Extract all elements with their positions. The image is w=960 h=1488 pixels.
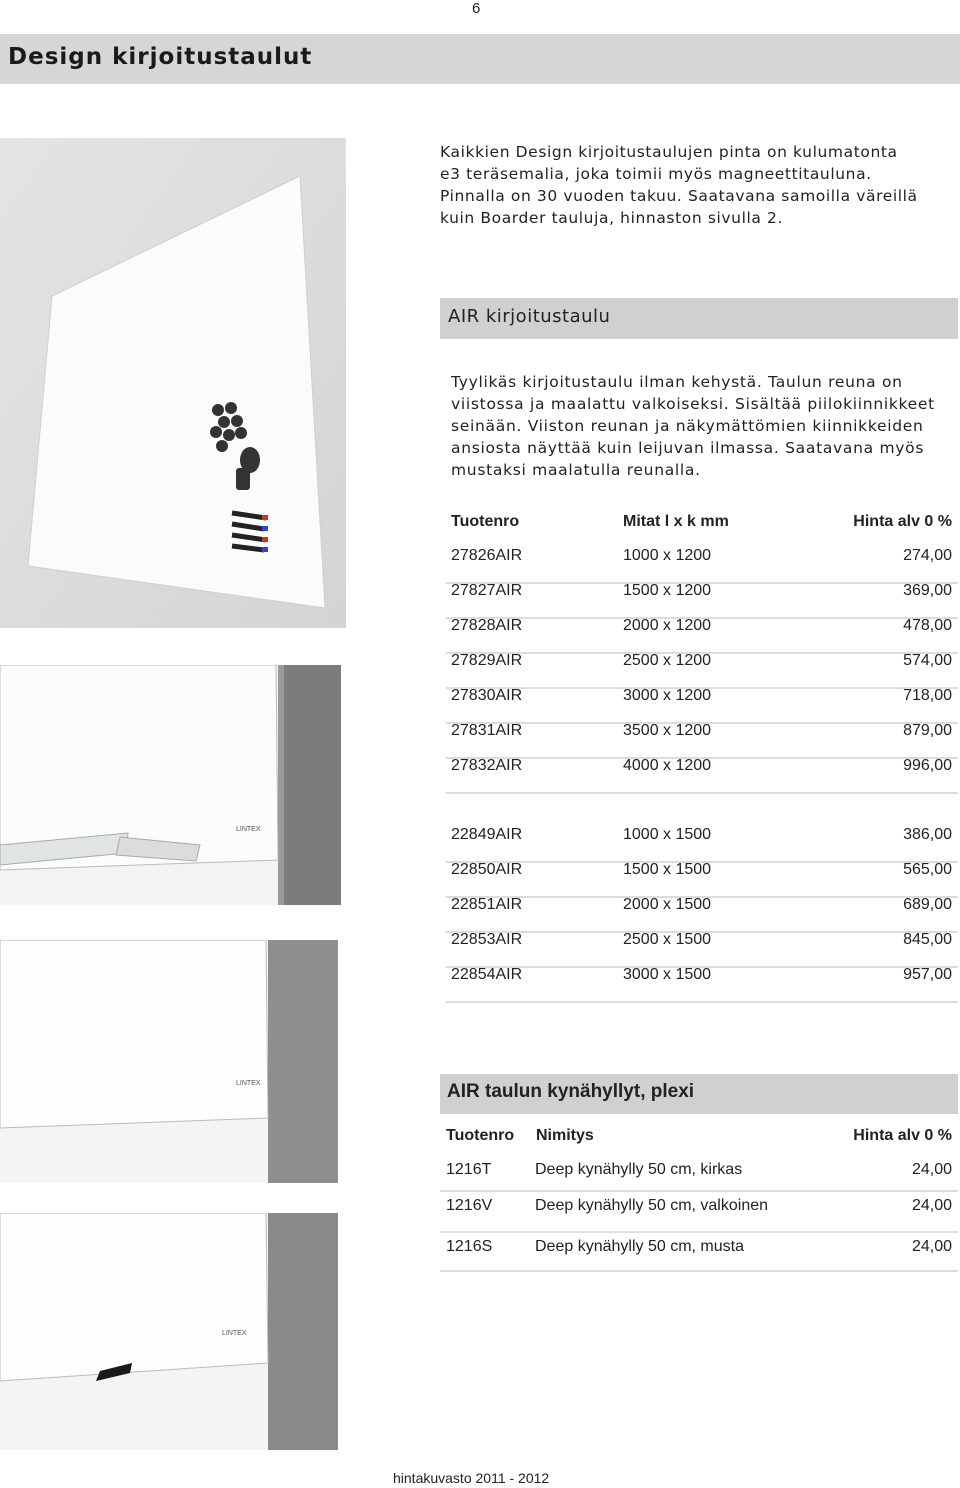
desc-line: ansiosta näyttää kuin leijuvan ilmassa. Saatavana myös <box>451 439 925 457</box>
product-number-cell: 1216S <box>446 1238 493 1255</box>
price-cell: 879,00 <box>903 722 952 739</box>
desc-line: seinään. Viiston reunan ja näkymättömien kiinnikkeiden <box>451 417 924 435</box>
board-edge-photo-white <box>0 940 338 1183</box>
desc-line: Tyylikäs kirjoitustaulu ilman kehystä. Taulun reuna on <box>451 373 903 391</box>
dimensions-cell: 3000 x 1500 <box>623 966 712 983</box>
dimensions-cell: 3500 x 1200 <box>623 722 712 739</box>
product-number-cell: 1216T <box>446 1161 492 1178</box>
price-cell: 24,00 <box>911 1197 952 1214</box>
dimensions-cell: 2000 x 1200 <box>623 617 712 634</box>
price-cell: 24,00 <box>911 1161 952 1178</box>
desc-line: viistossa ja maalattu valkoiseksi. Sisältää piilokiinnikkeet <box>451 395 935 413</box>
product-number-cell: 22854AIR <box>451 966 523 983</box>
page-title: Design kirjoitustaulut <box>8 44 313 70</box>
accessories-table <box>440 1127 958 1272</box>
table-row <box>446 547 958 584</box>
dimensions-cell: 2500 x 1200 <box>623 652 712 669</box>
table-header <box>446 513 958 537</box>
price-cell: 574,00 <box>903 652 952 669</box>
product-number-cell: 27828AIR <box>451 617 523 634</box>
table-header <box>440 1127 958 1151</box>
table-row <box>446 826 958 863</box>
product-number-cell: 22849AIR <box>451 826 523 843</box>
dimensions-cell: 1500 x 1500 <box>623 861 712 878</box>
header-name: Nimitys <box>536 1127 594 1144</box>
price-cell: 274,00 <box>903 547 952 564</box>
whiteboard-photo <box>0 138 346 628</box>
intro-line: Kaikkien Design kirjoitustaulujen pinta on kulumatonta <box>440 143 898 161</box>
intro-line: kuin Boarder tauluja, hinnaston sivulla 2. <box>440 209 784 227</box>
product-number-cell: 22851AIR <box>451 896 523 913</box>
price-cell: 845,00 <box>903 931 952 948</box>
logo-text: LINTEX <box>236 826 261 833</box>
logo-text: LINTEX <box>236 1080 261 1087</box>
footer-text: hintakuvasto 2011 - 2012 <box>393 1470 550 1486</box>
product-number-cell: 27827AIR <box>451 582 523 599</box>
table-row <box>440 1238 958 1272</box>
table-row <box>446 861 958 898</box>
table-row <box>446 687 958 724</box>
intro-line: e3 teräsemalia, joka toimii myös magneettitauluna. <box>440 165 872 183</box>
dimensions-cell: 1000 x 1200 <box>623 547 712 564</box>
table-row <box>446 896 958 933</box>
table-row <box>446 966 958 1003</box>
header-price: Hinta alv 0 % <box>853 513 952 530</box>
table-row <box>446 757 958 794</box>
product-number-cell: 22853AIR <box>451 931 523 948</box>
product-number-cell: 27830AIR <box>451 687 523 704</box>
name-cell: Deep kynähylly 50 cm, musta <box>535 1238 744 1255</box>
header-price: Hinta alv 0 % <box>853 1127 952 1144</box>
price-cell: 957,00 <box>903 966 952 983</box>
table-row <box>446 652 958 689</box>
product-number-cell: 27832AIR <box>451 757 523 774</box>
table-row <box>440 1197 958 1233</box>
table-row <box>446 617 958 654</box>
price-cell: 689,00 <box>903 896 952 913</box>
table-row <box>446 582 958 619</box>
whiteboard-illustration <box>0 138 346 628</box>
air-price-table <box>446 513 958 1013</box>
table-row <box>446 931 958 968</box>
product-number-cell: 1216V <box>446 1197 493 1214</box>
intro-text <box>440 141 940 229</box>
price-cell: 369,00 <box>903 582 952 599</box>
table-row <box>446 722 958 759</box>
board-edge-photo-black <box>0 1213 338 1450</box>
board-edge-illustration <box>0 665 341 905</box>
header-product-number: Tuotenro <box>451 513 520 530</box>
board-edge-illustration <box>0 1213 338 1450</box>
board-edge-illustration <box>0 940 338 1183</box>
dimensions-cell: 1000 x 1500 <box>623 826 712 843</box>
dimensions-cell: 3000 x 1200 <box>623 687 712 704</box>
name-cell: Deep kynähylly 50 cm, kirkas <box>535 1161 743 1178</box>
header-product-number: Tuotenro <box>446 1127 515 1144</box>
price-cell: 478,00 <box>903 617 952 634</box>
page-number: 6 <box>472 0 481 17</box>
price-cell: 996,00 <box>903 757 952 774</box>
board-edge-photo-clear <box>0 665 341 905</box>
price-cell: 386,00 <box>903 826 952 843</box>
air-heading: AIR kirjoitustaulu <box>448 306 611 327</box>
price-cell: 565,00 <box>903 861 952 878</box>
product-number-cell: 27829AIR <box>451 652 523 669</box>
price-cell: 24,00 <box>911 1238 952 1255</box>
air-description <box>451 371 951 481</box>
dimensions-cell: 4000 x 1200 <box>623 757 712 774</box>
dimensions-cell: 1500 x 1200 <box>623 582 712 599</box>
dimensions-cell: 2500 x 1500 <box>623 931 712 948</box>
price-cell: 718,00 <box>903 687 952 704</box>
table-row <box>440 1161 958 1192</box>
dimensions-cell: 2000 x 1500 <box>623 896 712 913</box>
product-number-cell: 27826AIR <box>451 547 523 564</box>
header-dimensions: Mitat l x k mm <box>623 513 729 530</box>
product-number-cell: 22850AIR <box>451 861 523 878</box>
product-number-cell: 27831AIR <box>451 722 523 739</box>
logo-text: LINTEX <box>222 1330 247 1337</box>
name-cell: Deep kynähylly 50 cm, valkoinen <box>535 1197 769 1214</box>
intro-line: Pinnalla on 30 vuoden takuu. Saatavana samoilla väreillä <box>440 187 918 205</box>
accessories-heading: AIR taulun kynähyllyt, plexi <box>447 1081 695 1102</box>
desc-line: mustaksi maalatulla reunalla. <box>451 461 701 479</box>
